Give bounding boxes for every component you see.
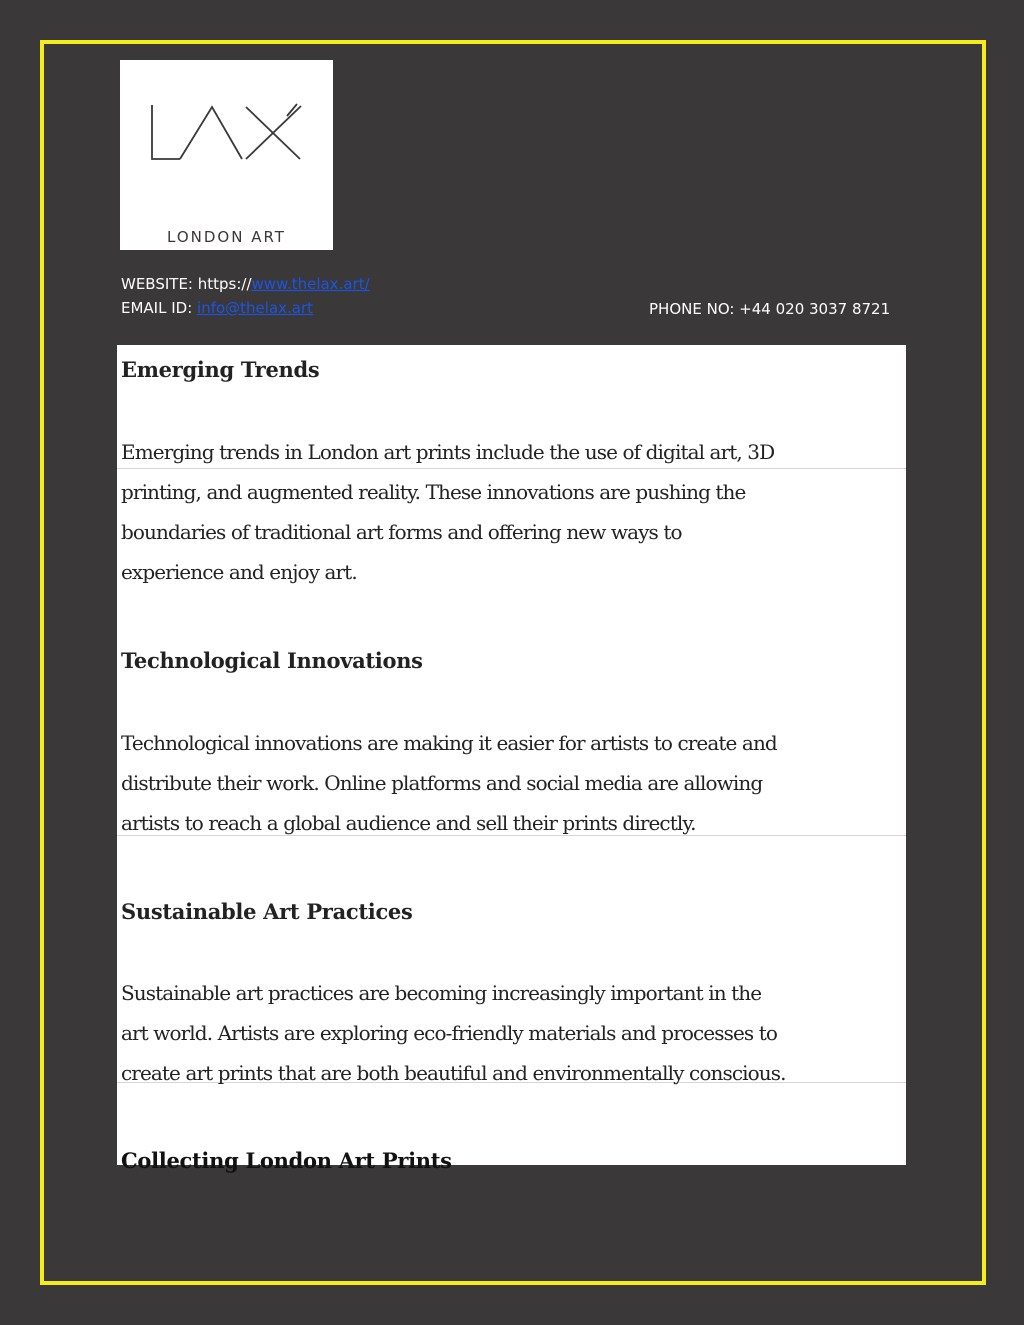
paragraph-line: distribute their work. Online platforms and social media are allowing <box>121 771 763 795</box>
email-info <box>121 299 313 317</box>
paragraph-line: Sustainable art practices are becoming increasingly important in the <box>121 981 762 1005</box>
section-heading: Technological Innovations <box>121 648 423 673</box>
email-link[interactable]: info@thelax.art <box>197 299 314 317</box>
paragraph-line: printing, and augmented reality. These innovations are pushing the <box>121 480 746 504</box>
lax-logo-mark <box>120 60 333 250</box>
paragraph-line: Technological innovations are making it easier for artists to create and <box>121 731 777 755</box>
section-heading: Emerging Trends <box>121 357 320 382</box>
website-label: WEBSITE: https:// <box>121 275 252 293</box>
section-heading: Sustainable Art Practices <box>121 899 413 924</box>
phone-info: PHONE NO: +44 020 3037 8721 <box>649 300 891 318</box>
email-label: EMAIL ID: <box>121 299 198 317</box>
paragraph-line: boundaries of traditional art forms and offering new ways to <box>121 520 682 544</box>
logo-line-2: EXCHANGE <box>177 250 276 268</box>
section-heading: Collecting London Art Prints <box>121 1148 452 1173</box>
website-info <box>121 275 370 293</box>
logo-line-1: LONDON ART <box>167 228 286 246</box>
paragraph-line: create art prints that are both beautiful and environmentally conscious. <box>121 1061 786 1085</box>
paragraph-line: experience and enjoy art. <box>121 560 357 584</box>
content-panel <box>117 345 906 1165</box>
website-link[interactable]: www.thelax.art/ <box>251 275 370 293</box>
paragraph-line: artists to reach a global audience and sell their prints directly. <box>121 811 696 835</box>
logo <box>120 60 333 268</box>
paragraph-line: art world. Artists are exploring eco-friendly materials and processes to <box>121 1021 778 1045</box>
paragraph-line: Emerging trends in London art prints include the use of digital art, 3D <box>121 440 775 464</box>
